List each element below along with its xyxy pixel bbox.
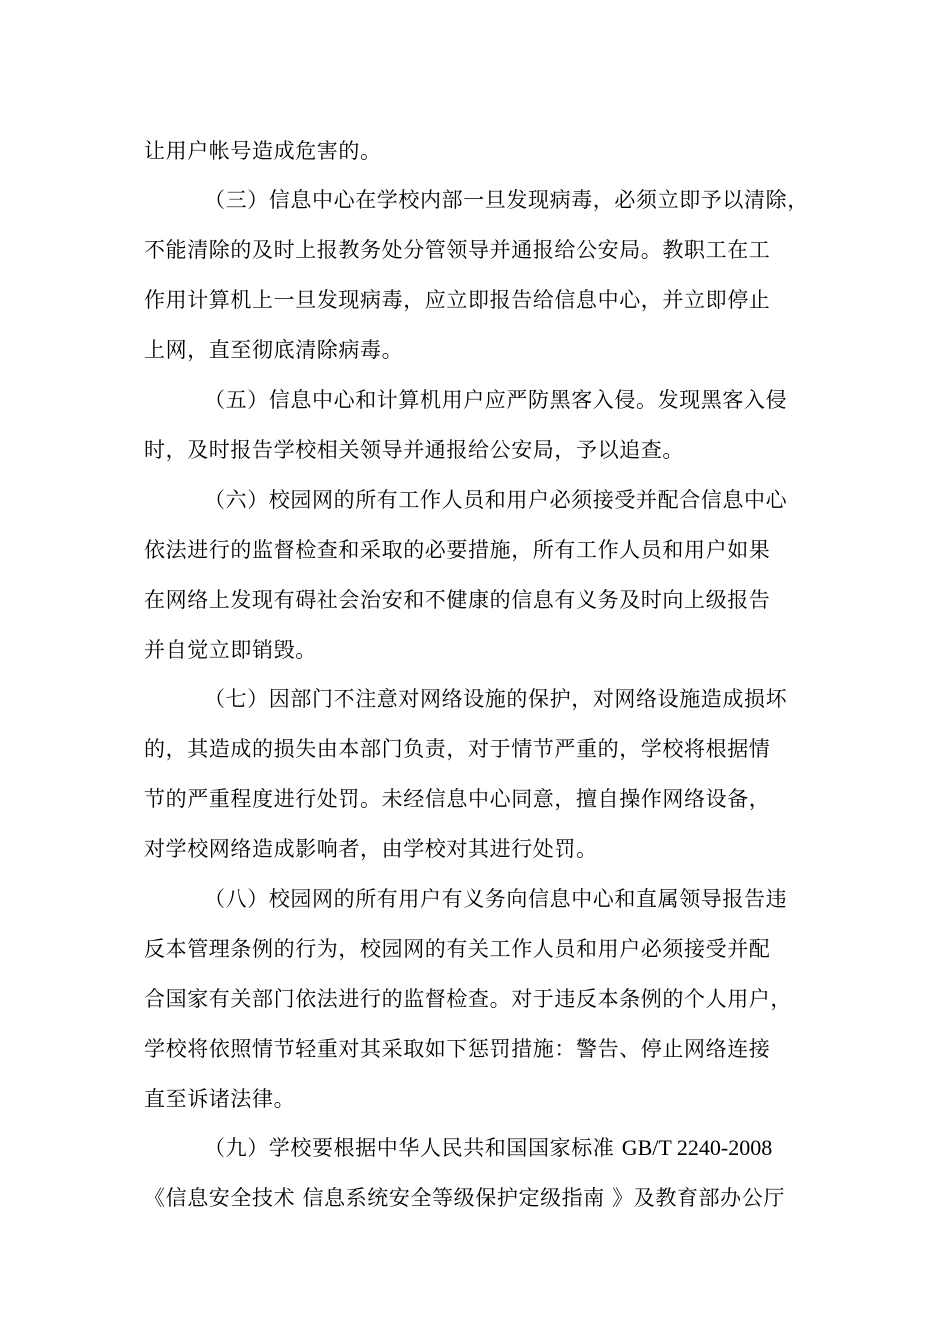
paragraph-9-start — [204, 1130, 894, 1166]
paragraph-7-start: （七）因部门不注意对网络设施的保护，对网络设施造成损坏 — [204, 687, 788, 711]
paragraph-line: 上网，直至彻底清除病毒。 — [144, 338, 404, 362]
paragraph-3-start: （三）信息中心在学校内部一旦发现病毒，必须立即予以清除， — [204, 188, 809, 212]
paragraph-line: 《信息安全技术 信息系统安全等级保护定级指南 》及教育部办公厅 — [144, 1186, 785, 1210]
paragraph-line: 作用计算机上一旦发现病毒，应立即报告给信息中心，并立即停止 — [144, 288, 771, 312]
paragraph-line: 反本管理条例的行为，校园网的有关工作人员和用户必须接受并配 — [144, 937, 771, 961]
paragraph-line: 在网络上发现有碍社会治安和不健康的信息有义务及时向上级报告 — [144, 588, 771, 612]
paragraph-line: 时，及时报告学校相关领导并通报给公安局，予以追查。 — [144, 438, 684, 462]
paragraph-line: 对学校网络造成影响者，由学校对其进行处罚。 — [144, 837, 598, 861]
paragraph-9-text: （九）学校要根据中华人民共和国国家标准 — [204, 1136, 615, 1160]
paragraph-line: 学校将依照情节轻重对其采取如下惩罚措施：警告、停止网络连接 — [144, 1037, 771, 1061]
paragraph-line: 直至诉诸法律。 — [144, 1087, 296, 1111]
paragraph-line: 不能清除的及时上报教务处分管领导并通报给公安局。教职工在工 — [144, 238, 771, 262]
paragraph-line: 并自觉立即销毁。 — [144, 638, 317, 662]
paragraph-line: 节的严重程度进行处罚。未经信息中心同意，擅自操作网络设备， — [144, 787, 771, 811]
paragraph-8-start: （八）校园网的所有用户有义务向信息中心和直属领导报告违 — [204, 887, 788, 911]
paragraph-line: 的，其造成的损失由本部门负责，对于情节严重的，学校将根据情 — [144, 737, 771, 761]
paragraph-line: 让用户帐号造成危害的。 — [144, 139, 382, 163]
paragraph-line: 合国家有关部门依法进行的监督检查。对于违反本条例的个人用户， — [144, 987, 792, 1011]
standard-code: GB/T 2240-2008 — [621, 1135, 773, 1160]
paragraph-line: 依法进行的监督检查和采取的必要措施，所有工作人员和用户如果 — [144, 538, 771, 562]
paragraph-5-start: （五）信息中心和计算机用户应严防黑客入侵。发现黑客入侵 — [204, 388, 788, 412]
paragraph-6-start: （六）校园网的所有工作人员和用户必须接受并配合信息中心 — [204, 488, 788, 512]
